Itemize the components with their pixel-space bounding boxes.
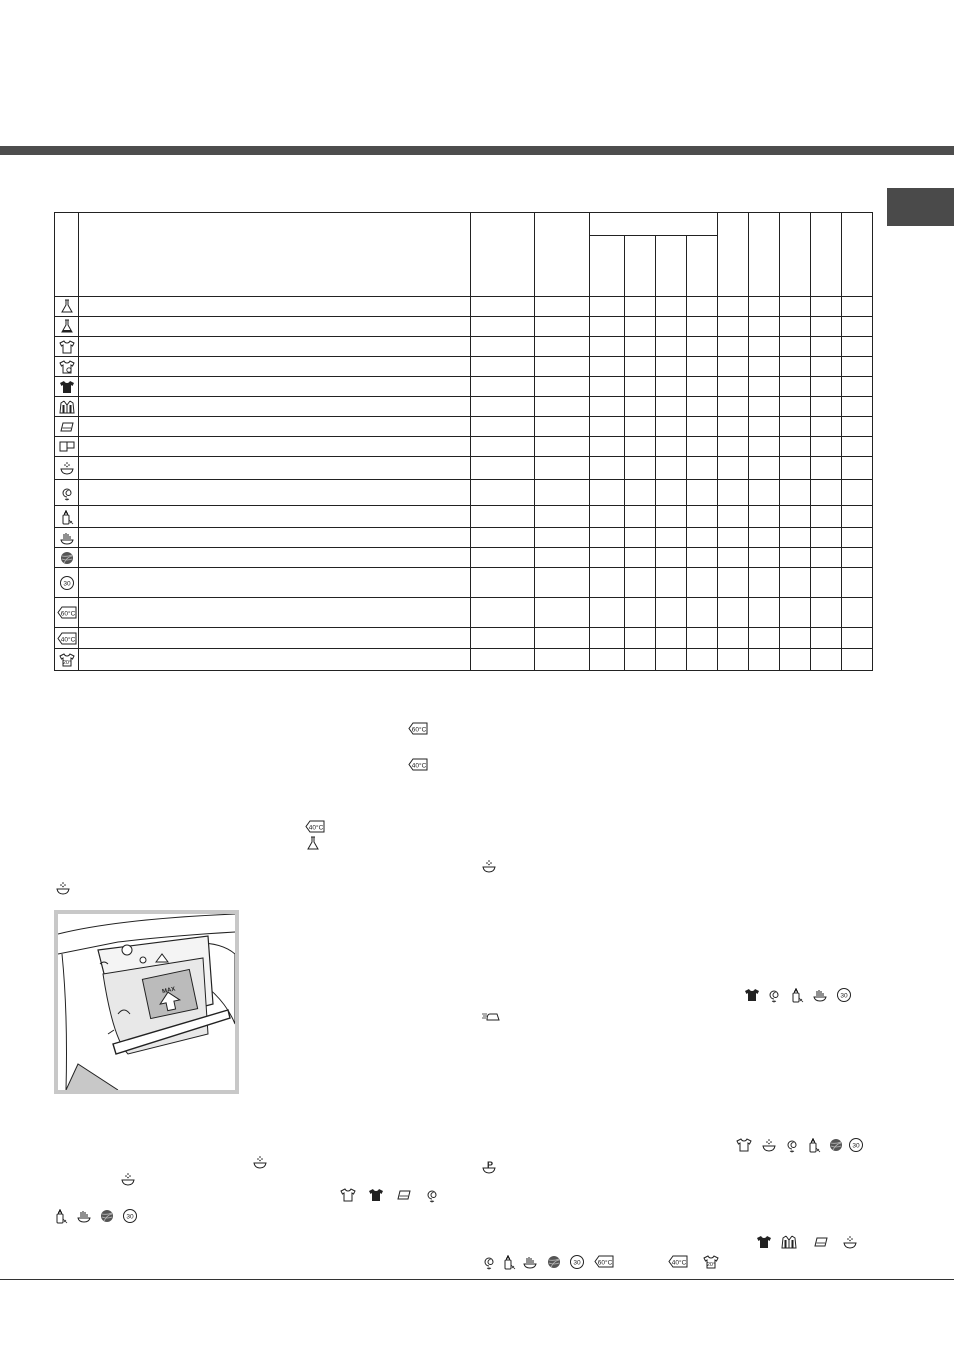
programme-table [54, 212, 873, 671]
spin-icon [784, 1137, 800, 1153]
hand-wash-icon [522, 1254, 538, 1270]
detergent-drawer-illustration [58, 914, 235, 1090]
spin-icon [481, 1254, 497, 1270]
table-row [55, 437, 873, 457]
table-row [55, 317, 873, 337]
jacket-icon [781, 1234, 797, 1250]
hand-wash-icon [59, 530, 75, 546]
quick-30-icon [848, 1137, 864, 1153]
footer-rule [0, 1279, 954, 1280]
rinse-basin-icon [120, 1171, 138, 1189]
table-row [55, 528, 873, 548]
baby-bottle-icon [789, 987, 805, 1003]
table-row [55, 548, 873, 568]
shirt-outline-icon [736, 1137, 752, 1153]
table-row [55, 506, 873, 528]
wool-ball-icon [546, 1254, 562, 1270]
pump-icon [481, 1159, 499, 1177]
wool-ball-icon [59, 550, 75, 566]
hand-wash-icon [812, 987, 828, 1003]
tag-60-icon [594, 1254, 618, 1269]
spin-icon [59, 485, 75, 501]
rinse-basin-icon [761, 1137, 779, 1155]
quick-30-icon [569, 1254, 585, 1270]
header-programme [79, 213, 471, 297]
shirt-dark-icon [756, 1234, 772, 1250]
header-detergent-group [590, 213, 718, 236]
flask-icon [59, 299, 75, 315]
table-row [55, 357, 873, 377]
tag-40-icon [305, 819, 327, 834]
tag-60-icon [408, 721, 430, 736]
table-header-row [55, 213, 873, 236]
table-row [55, 649, 873, 671]
table-row [55, 377, 873, 397]
flask-filled-icon [59, 319, 75, 335]
quick-30-icon [122, 1208, 138, 1224]
rinse-basin-icon [55, 880, 73, 898]
table-row [55, 457, 873, 480]
table-row [55, 417, 873, 437]
header-col-3 [471, 213, 535, 297]
shirt-dark-icon [368, 1187, 384, 1203]
tag-60-icon [57, 605, 77, 620]
towel-icon [813, 1234, 829, 1250]
spin-icon [766, 987, 782, 1003]
baby-bottle-icon [501, 1254, 517, 1270]
table-row [55, 297, 873, 317]
rinse-basin-icon [59, 460, 75, 476]
shirt-dark-icon [744, 987, 760, 1003]
header-col-4 [535, 213, 590, 297]
detergent-drawer-figure [54, 910, 239, 1094]
table-row [55, 397, 873, 417]
hand-wash-icon [76, 1208, 92, 1224]
header-bar [0, 146, 954, 155]
quick-30-icon [836, 987, 852, 1003]
iron-icon [481, 1008, 503, 1024]
tag-40-icon [57, 631, 77, 646]
shirt-20-icon [59, 652, 75, 668]
jacket-icon [59, 399, 75, 415]
tag-40-icon [408, 757, 430, 772]
towel-icon [59, 419, 75, 435]
baby-bottle-icon [53, 1208, 69, 1224]
tag-40-icon [668, 1254, 692, 1269]
table-row [55, 480, 873, 506]
table-row [55, 628, 873, 649]
language-tab [887, 188, 954, 226]
svg-text:MAX: MAX [161, 986, 177, 996]
quick-30-icon [59, 575, 75, 591]
table-row [55, 568, 873, 598]
spin-icon [424, 1187, 440, 1203]
shirt-20-icon [703, 1254, 719, 1270]
wool-ball-icon [828, 1137, 844, 1153]
shirt-stain-icon [59, 359, 75, 375]
baby-bottle-icon [806, 1137, 822, 1153]
rinse-basin-icon [842, 1234, 860, 1252]
flask-icon [305, 836, 321, 852]
shirt-outline-icon [340, 1187, 356, 1203]
table-row [55, 337, 873, 357]
rinse-basin-icon [252, 1154, 270, 1172]
shirt-outline-icon [59, 339, 75, 355]
shirt-dark-icon [59, 379, 75, 395]
table-row [55, 598, 873, 628]
mixed-icon [59, 439, 75, 455]
rinse-basin-icon [481, 858, 499, 876]
towel-icon [396, 1187, 412, 1203]
wool-ball-icon [99, 1208, 115, 1224]
baby-bottle-icon [59, 509, 75, 525]
